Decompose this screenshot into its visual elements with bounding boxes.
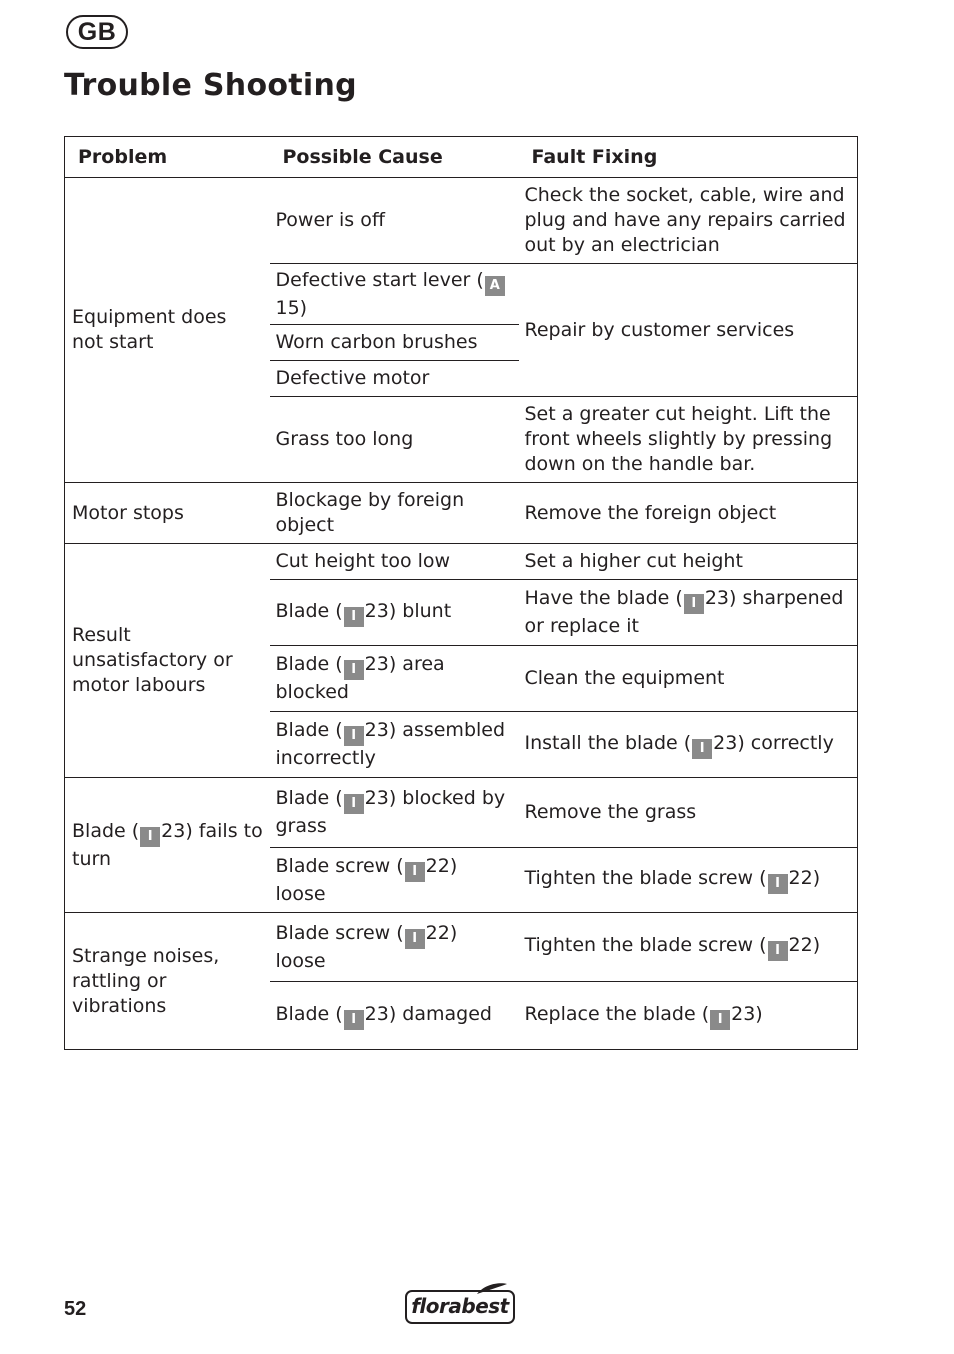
fix-text: Install the blade ( [524, 731, 692, 754]
problem-text: 23) fails to turn [72, 819, 263, 870]
cause-cell [270, 982, 519, 1050]
figure-i-icon: I [344, 726, 364, 746]
trouble-shooting-table [64, 136, 858, 1050]
problem-cell: Result unsatisfactory or motor labours [65, 544, 270, 778]
table-row [65, 778, 858, 848]
language-badge: GB [66, 15, 128, 49]
fix-text: 22) [788, 934, 821, 956]
cause-text: 23) area blocked [275, 653, 445, 703]
fix-cell [519, 913, 858, 982]
column-header-fault-fixing: Fault Fixing [519, 137, 858, 178]
fix-text: Replace the blade ( [524, 1002, 710, 1025]
cause-text: Blade screw ( [275, 854, 404, 877]
figure-i-icon: I [684, 594, 704, 614]
figure-i-icon: I [405, 929, 425, 949]
cause-cell [270, 778, 519, 848]
cause-cell [270, 264, 519, 325]
fix-text: 23) [731, 1002, 763, 1025]
cause-cell [270, 580, 519, 646]
figure-i-icon: I [405, 862, 425, 882]
cause-text: Blade ( [275, 599, 343, 622]
figure-i-icon: I [344, 660, 364, 680]
figure-i-icon: I [692, 739, 712, 759]
cause-cell: Grass too long [270, 397, 519, 483]
column-header-problem: Problem [65, 137, 270, 178]
cause-cell [270, 646, 519, 712]
table-row [65, 483, 858, 544]
fix-cell: Set a greater cut height. Lift the front wheels slightly by pressing down on the handle bar. [519, 397, 858, 483]
table-row [65, 178, 858, 264]
page-number: 52 [64, 1298, 87, 1320]
problem-cell: Motor stops [65, 483, 270, 544]
figure-i-icon: I [344, 607, 364, 627]
problem-cell: Strange noises, rattling or vibrations [65, 913, 270, 1050]
figure-i-icon: I [344, 1010, 364, 1030]
cause-text: Blade ( [275, 787, 343, 809]
fix-text: Tighten the blade screw ( [524, 934, 767, 956]
fix-cell: Check the socket, cable, wire and plug and have any repairs carried out by an electrician [524, 184, 846, 256]
figure-i-icon: I [768, 941, 788, 961]
cause-cell: Power is off [275, 209, 385, 231]
fix-cell: Remove the foreign object [519, 483, 858, 544]
table-row [65, 913, 858, 982]
florabest-logo [405, 1282, 517, 1328]
cause-cell [270, 848, 519, 913]
fix-text: Tighten the blade screw ( [524, 867, 767, 889]
fix-cell [519, 712, 858, 778]
problem-cell [65, 778, 270, 913]
logo-text: florabest [405, 1290, 515, 1324]
figure-i-icon: I [140, 827, 160, 847]
cause-cell [270, 712, 519, 778]
fix-cell: Repair by customer services [519, 264, 858, 397]
cause-cell: Defective motor [270, 361, 519, 397]
cause-cell: Blockage by foreign object [270, 483, 519, 544]
cause-text: 22) loose [275, 921, 458, 972]
cause-cell: Worn carbon brushes [270, 325, 519, 361]
cause-text: Blade ( [275, 719, 343, 741]
table-row [65, 544, 858, 580]
problem-text: Blade ( [72, 819, 140, 842]
figure-i-icon: I [768, 874, 788, 894]
cause-text: 23) blocked by grass [275, 787, 506, 837]
cause-text: 22) loose [275, 854, 458, 905]
figure-i-icon: I [710, 1010, 730, 1030]
fix-cell [519, 848, 858, 913]
figure-i-icon: I [344, 794, 364, 814]
fix-text: 23) sharpened or replace it [524, 587, 844, 637]
fix-text: Have the blade ( [524, 587, 683, 609]
figure-a-icon: A [485, 276, 505, 296]
cause-text: Blade ( [275, 653, 343, 675]
cause-text: 23) assembled incorrectly [275, 719, 506, 769]
ref-number: 15) [275, 296, 308, 319]
cause-text: Blade screw ( [275, 921, 404, 944]
cause-text: Defective start lever ( [275, 268, 484, 291]
fix-cell: Set a higher cut height [519, 544, 858, 580]
cause-text: 23) damaged [364, 1002, 492, 1025]
page-title: Trouble Shooting [64, 68, 357, 103]
cause-cell [270, 913, 519, 982]
fix-cell: Clean the equipment [519, 646, 858, 712]
fix-text: 23) correctly [713, 731, 834, 754]
fix-cell [519, 580, 858, 646]
problem-cell: Equipment does not start [72, 306, 227, 353]
table-header-row [65, 137, 858, 178]
fix-cell: Remove the grass [519, 778, 858, 848]
cause-text: 23) blunt [364, 599, 452, 622]
cause-text: Blade ( [275, 1002, 343, 1025]
cause-cell: Cut height too low [270, 544, 519, 580]
column-header-possible-cause: Possible Cause [270, 137, 519, 178]
fix-text: 22) [788, 867, 821, 889]
fix-cell [519, 982, 858, 1050]
